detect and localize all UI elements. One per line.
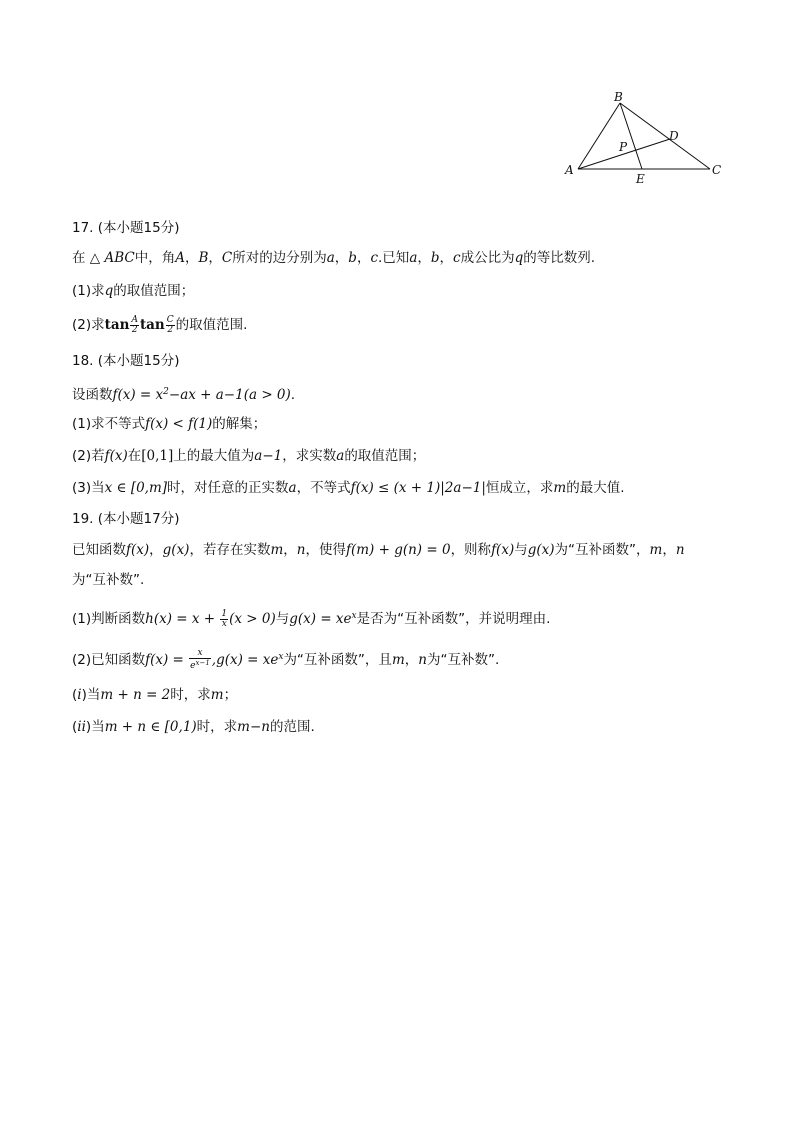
- segment-ab: [578, 103, 620, 169]
- q18-part3: (3)当x ∈ [0,m]时，对任意的正实数a，不等式f(x) ≤ (x + 1)|2a−1|恒成立，求m的最大值.: [72, 480, 625, 496]
- q17-part2: (2)求tan $\frac{A}{2}$ tan $\frac{C}{2}$ 的取值范围.: [72, 314, 248, 335]
- label-b: B: [614, 90, 623, 104]
- triangle-lines: [578, 103, 710, 169]
- triangle-figure: [560, 90, 730, 185]
- q18-part2: (2)若f(x)在[0,1]上的最大值为a−1，求实数a的取值范围；: [72, 448, 426, 464]
- q19-stem-cont: 为“互补数”.: [72, 572, 145, 588]
- fraction-x-over-exp: $\frac{x}{e^{x-1}}$: [190, 648, 210, 671]
- q19-stem: 已知函数f(x)，g(x)，若存在实数m，n，使得f(m) + g(n) = 0，则称f(x)与g(x)为“互补函数”，m，n: [72, 542, 685, 558]
- fraction-1-over-x: $\frac{1}{x}$: [221, 608, 228, 629]
- q18-stem: 设函数$f(x) = x^2-ax + a-1(a > 0)$.: [72, 387, 296, 403]
- label-e: E: [636, 172, 645, 185]
- q17-header: 17. (本小题15分): [72, 220, 180, 236]
- q17-stem: 在 △ ABC中，角A，B，C所对的边分别为a，b，c.已知a，b，c成公比为q的等比数列.: [72, 250, 596, 266]
- q19-part1: (1)判断函数h(x) = x + $\frac{1}{x}$ (x > 0)与$g(x) = xe^x$是否为“互补函数”，并说明理由.: [72, 608, 551, 629]
- label-d: D: [669, 129, 679, 143]
- q19-sub-i: (i)当m + n = 2时，求m；: [72, 687, 238, 703]
- q17-part1: (1)求q的取值范围；: [72, 283, 195, 299]
- fraction-c-over-2: $\frac{C}{2}$: [166, 314, 174, 335]
- segment-be: [620, 103, 642, 169]
- q18-header: 18. (本小题15分): [72, 353, 180, 369]
- label-c: C: [712, 163, 722, 177]
- fraction-a-over-2: $\frac{A}{2}$: [131, 314, 138, 335]
- label-a: A: [565, 163, 574, 177]
- q19-part2: (2)已知函数f(x) = $\frac{x}{e^{x-1}}$ $,g(x) = xe^x$为“互补函数”，且m，n为“互补数”.: [72, 648, 500, 671]
- q19-sub-ii: (ii)当m + n ∈ [0,1)时，求m−n的范围.: [72, 719, 315, 735]
- segment-bc: [620, 103, 710, 169]
- label-p: P: [619, 140, 628, 154]
- q19-header: 19. (本小题17分): [72, 511, 180, 527]
- q18-part1: (1)求不等式f(x) < f(1)的解集；: [72, 416, 267, 432]
